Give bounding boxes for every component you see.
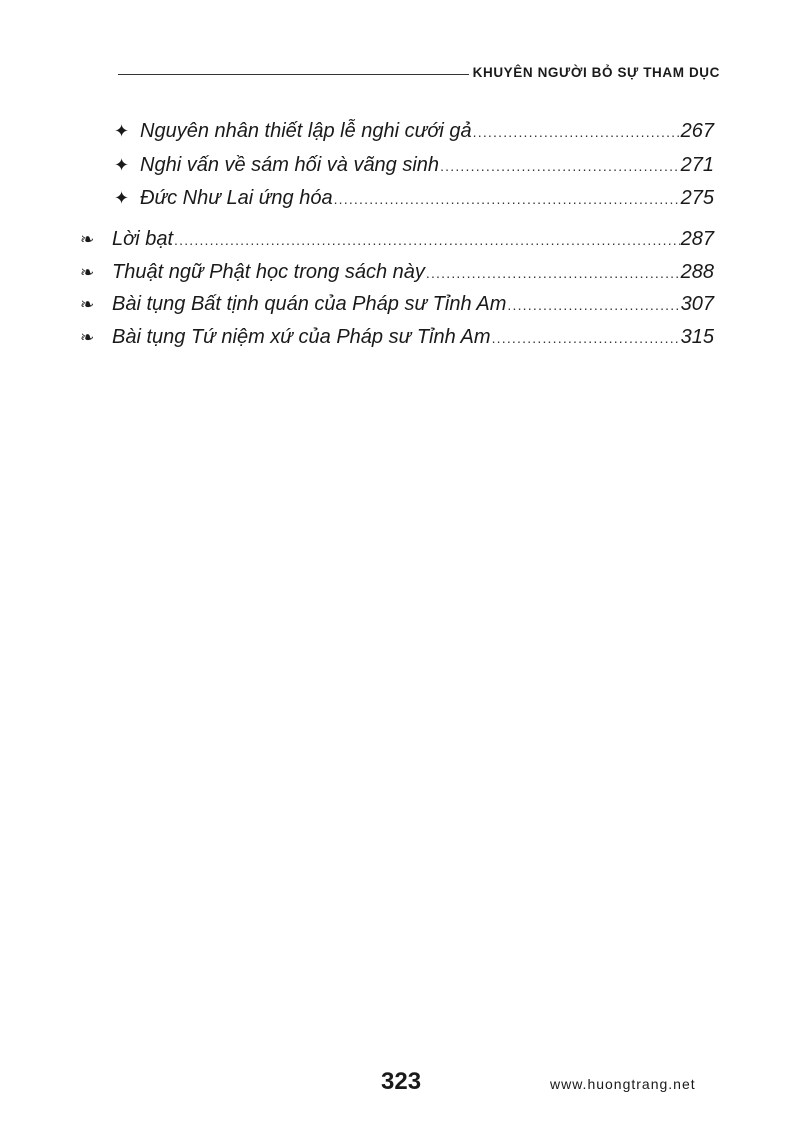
dot-leader [334,185,680,213]
toc-entry-title: Bài tụng Tứ niệm xứ của Pháp sư Tỉnh Am [112,326,491,348]
toc-entry-title: Nghi vấn về sám hối và vãng sinh [140,154,440,176]
toc-entry[interactable] [80,258,714,286]
floral-leaf-icon: ❧ [80,230,95,249]
diamond-star-icon: ✦ [114,121,130,141]
floral-leaf-icon: ❧ [80,263,95,282]
toc-entry-page: 307 [680,293,714,315]
toc-entry-page: 267 [680,120,714,142]
floral-leaf-icon: ❧ [80,328,95,347]
toc-entry-title: Lời bạt [112,228,174,250]
website-url: www.huongtrang.net [550,1076,696,1092]
toc-entry-page: 287 [680,228,714,250]
toc-entry-title: Thuật ngữ Phật học trong sách này [112,261,425,283]
diamond-star-icon: ✦ [114,155,130,175]
running-header [118,60,720,80]
toc-entry[interactable] [114,151,714,179]
toc-entry[interactable] [80,225,714,253]
toc-entry[interactable] [80,290,714,318]
toc-entry[interactable] [114,184,714,212]
header-rule [118,74,469,75]
toc-entry-page: 275 [680,187,714,209]
toc-entry-page: 271 [680,154,714,176]
toc-entry-title: Nguyên nhân thiết lập lễ nghi cưới gả [140,120,472,142]
dot-leader [507,291,679,319]
dot-leader [174,226,680,254]
toc-entry-title: Bài tụng Bất tịnh quán của Pháp sư Tỉnh Am [112,293,507,315]
dot-leader [426,259,680,287]
dot-leader [440,152,680,180]
header-title: KHUYÊN NGƯỜI BỎ SỰ THAM DỤC [472,65,720,80]
toc-entry[interactable] [114,117,714,145]
diamond-star-icon: ✦ [114,188,130,208]
dot-leader [492,324,680,352]
toc-entry-page: 288 [680,261,714,283]
toc-entry[interactable] [80,323,714,351]
page-number: 323 [381,1068,422,1095]
toc-entry-page: 315 [680,326,714,348]
floral-leaf-icon: ❧ [80,295,95,314]
dot-leader [473,118,680,146]
toc-entry-title: Đức Như Lai ứng hóa [140,187,333,209]
